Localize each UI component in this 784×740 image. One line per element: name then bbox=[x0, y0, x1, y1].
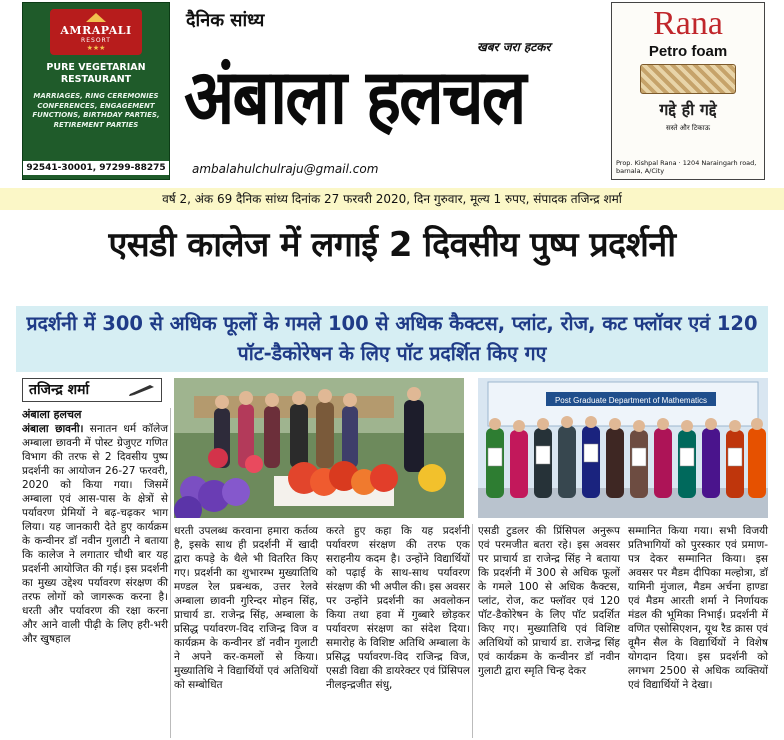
paper-kicker: दैनिक सांध्य bbox=[186, 10, 265, 31]
ad-services: MARRIAGES, RING CEREMONIES CONFERENCES, ENGAGEMENT FUNCTIONS, BIRTHDAY PARTIES, RETIREMENT PARTIES bbox=[32, 92, 160, 129]
paper-email: ambalahulchulraju@gmail.com bbox=[192, 162, 379, 176]
rana-advertisement bbox=[611, 2, 765, 180]
amrapali-logo bbox=[50, 9, 142, 55]
article-column-4 bbox=[478, 524, 620, 738]
masthead bbox=[0, 0, 784, 184]
group-photo-certificates bbox=[478, 378, 768, 518]
star-rating-icon: ★★★ bbox=[86, 43, 106, 52]
column-divider bbox=[170, 408, 171, 738]
ad-title: PURE VEGETARIAN RESTAURANT bbox=[46, 62, 146, 85]
ad-phone: 92541-30001, 97299-88275 bbox=[23, 161, 169, 175]
article-text-col1: सनातन धर्म कॉलेज अम्बाला छावनी में पोस्ट ग्रेजुएट गणित विभाग की तरफ से 2 दिवसीय पुष्प प्रदर्शनी का आयोजन 26-27 फरवरी, 2020 को किया गया। जिसमें अम्बाला एवं आस-पास के क्षेत्रों से पर्यावरण प्रेमियों ने बढ़-चढ़कर भाग लिया। यह जानकारी देते हुए कार्यक्रम के कन्वीनर डॉ नवीन गुलाटी ने बताया कि कालेज ने लगातार चौथी बार यह प्रदर्शनी आयोजित की गई। इस प्रदर्शनी का मुख्य उद्देश्य पर्यावरण संरक्षण की तरफ लोगों को जागरूक करना है। धरती और पर्यावरण की रक्षा करना और आने वाली पीढ़ी के लिए हरी-भरी और खुषहाल bbox=[22, 423, 168, 645]
article-text-col5: सम्मानित किया गया। सभी विजयी प्रतिभागियों को पुरस्कार एवं प्रमाण-पत्र देकर सम्मानित किया। इस अवसर पर मैडम दीपिका मल्होत्रा, डॉ यामिनी मुंजाल, मैडम अर्चना हाण्डा एवं मैडम आरती शर्मा ने निर्णायक मंडल की भूमिका निभाई। प्रदर्शनी में वणित एसोसिएशन, यूथ रैड क्रास एवं वूमैन सैल के विद्यार्थियों ने विशेष योगदान दिया। इस प्रदर्शनी को लगभग 2500 से अधिक व्यक्तियों एवं विद्यार्थियों ने देखा। bbox=[628, 525, 768, 691]
flower-exhibition-photo bbox=[174, 378, 464, 518]
rana-brand: Rana bbox=[653, 5, 723, 42]
amrapali-advertisement bbox=[22, 2, 170, 180]
sub-headline: प्रदर्शनी में 300 से अधिक फूलों के गमले 100 से अधिक कैक्टस, प्लांट, रोज, कट फ्लॉवर एवं 120 पॉट-डैकोरेषन के लिए पॉट प्रदर्शित किए गए bbox=[16, 306, 768, 372]
column-divider bbox=[472, 524, 473, 738]
main-headline: एसडी कालेज में लगाई 2 दिवसीय पुष्प प्रदर्शनी bbox=[108, 225, 676, 265]
article-column-5 bbox=[628, 524, 768, 738]
article-column-1 bbox=[22, 408, 168, 738]
pen-icon bbox=[128, 382, 156, 396]
article-place: अंबाला छावनी। bbox=[22, 423, 84, 435]
paper-title: अंबाला हलचल bbox=[184, 52, 525, 142]
logo-roof-icon bbox=[86, 13, 106, 22]
article-column-2 bbox=[174, 524, 318, 738]
article-text-col4: एसडी टुडलर की प्रिंसिपल अनुरूप एवं परमजीत बतरा रहे। इस अवसर पर प्राचार्य डा राजेन्द्र सिंह ने बताया कि प्रदर्शनी में 300 से अधिक फूलों के गमले 100 से अधिक कैक्टस, प्लांट, रोज, कट फ्लॉवर एवं 120 पॉट-डैकोरेषन के लिए पॉट प्रदर्शित किए गए। मुख्यातिथि एवं विशिष्ट अतिथियों को प्राचार्य डा. राजेन्द्र सिंह एवं कार्यक्रम के कन्वीनर डॉ नवीन गुलाटी द्वारा स्मृति चिन्ह देकर bbox=[478, 525, 620, 677]
logo-subtext: RESORT bbox=[81, 36, 111, 44]
article-source: अंबाला हलचल bbox=[22, 408, 82, 421]
logo-text: AMRAPALI bbox=[60, 23, 132, 37]
byline: तजिन्द्र शर्मा bbox=[22, 378, 162, 402]
photo-banner-text: Post Graduate Department of Mathematics bbox=[554, 396, 708, 405]
flower-exhibition-illustration bbox=[174, 378, 464, 518]
rana-subbrand: Petro foam bbox=[648, 43, 728, 60]
rana-hindi-tag: गद्दे ही गद्दे bbox=[659, 100, 717, 119]
article-text-col3: करते हुए कहा कि यह प्रदर्शनी पर्यावरण संरक्षण की तरफ एक सराहनीय कदम है। उन्होंने विद्यार्थियों को पढ़ाई के साथ-साथ पर्यावरण संरक्षण की भी अपील की। इस अवसर पर उन्होंने प्रदर्शनी का अवलोकन किया तथा हवा में गुब्बारे छोड़कर पर्यावरण संरक्षण का संदेश दिया। समारोह के विशिष्ट अतिथि अम्बाला के प्रसिद्ध पर्यावरण-विद राजिन्द्र विज, एसडी विद्या की डायरेक्टर एवं प्रिंसिपल नीलइन्द्रजीत संधु, bbox=[326, 525, 470, 691]
group-photo-illustration bbox=[478, 378, 768, 518]
rana-small-tag: सस्ते और टिकाऊ bbox=[666, 124, 710, 132]
article-text-col2: धरती उपलब्ध करवाना हमारा कर्तव्य है, इसके साथ ही प्रदर्शनी में खादी द्वारा कपड़े के थैले भी वितरित किए गए। प्रदर्शनी का शुभारम्भ मुख्यातिथि मण्डल रेल प्रबन्धक, उत्तर रेलवे अम्बाला छावनी गुरिन्दर मोहन सिंह, प्राचार्य डा. राजेन्द्र सिंह, अम्बाला के प्रसिद्ध पर्यावरण-विद राजिन्द्र विज व कार्यक्रम के कन्वीनर डॉ नवीन गुलाटी ने अपने कर-कमलों से किया। मुख्यातिथि ने विद्यार्थियों एवं अतिथियों को सम्बोधित bbox=[174, 525, 318, 691]
paper-tagline: खबर जरा हटकर bbox=[477, 40, 551, 54]
rana-contact: Prop. Kishpal Rana · 1204 Naraingarh road, barnala, A/City bbox=[616, 159, 757, 175]
mattress-image bbox=[640, 64, 736, 94]
article-column-3 bbox=[326, 524, 470, 738]
issue-dateline: वर्ष 2, अंक 69 दैनिक सांध्य दिनांक 27 फरवरी 2020, दिन गुरुवार, मूल्य 1 रुपए, संपादक तजिन्द्र शर्मा bbox=[0, 188, 784, 210]
